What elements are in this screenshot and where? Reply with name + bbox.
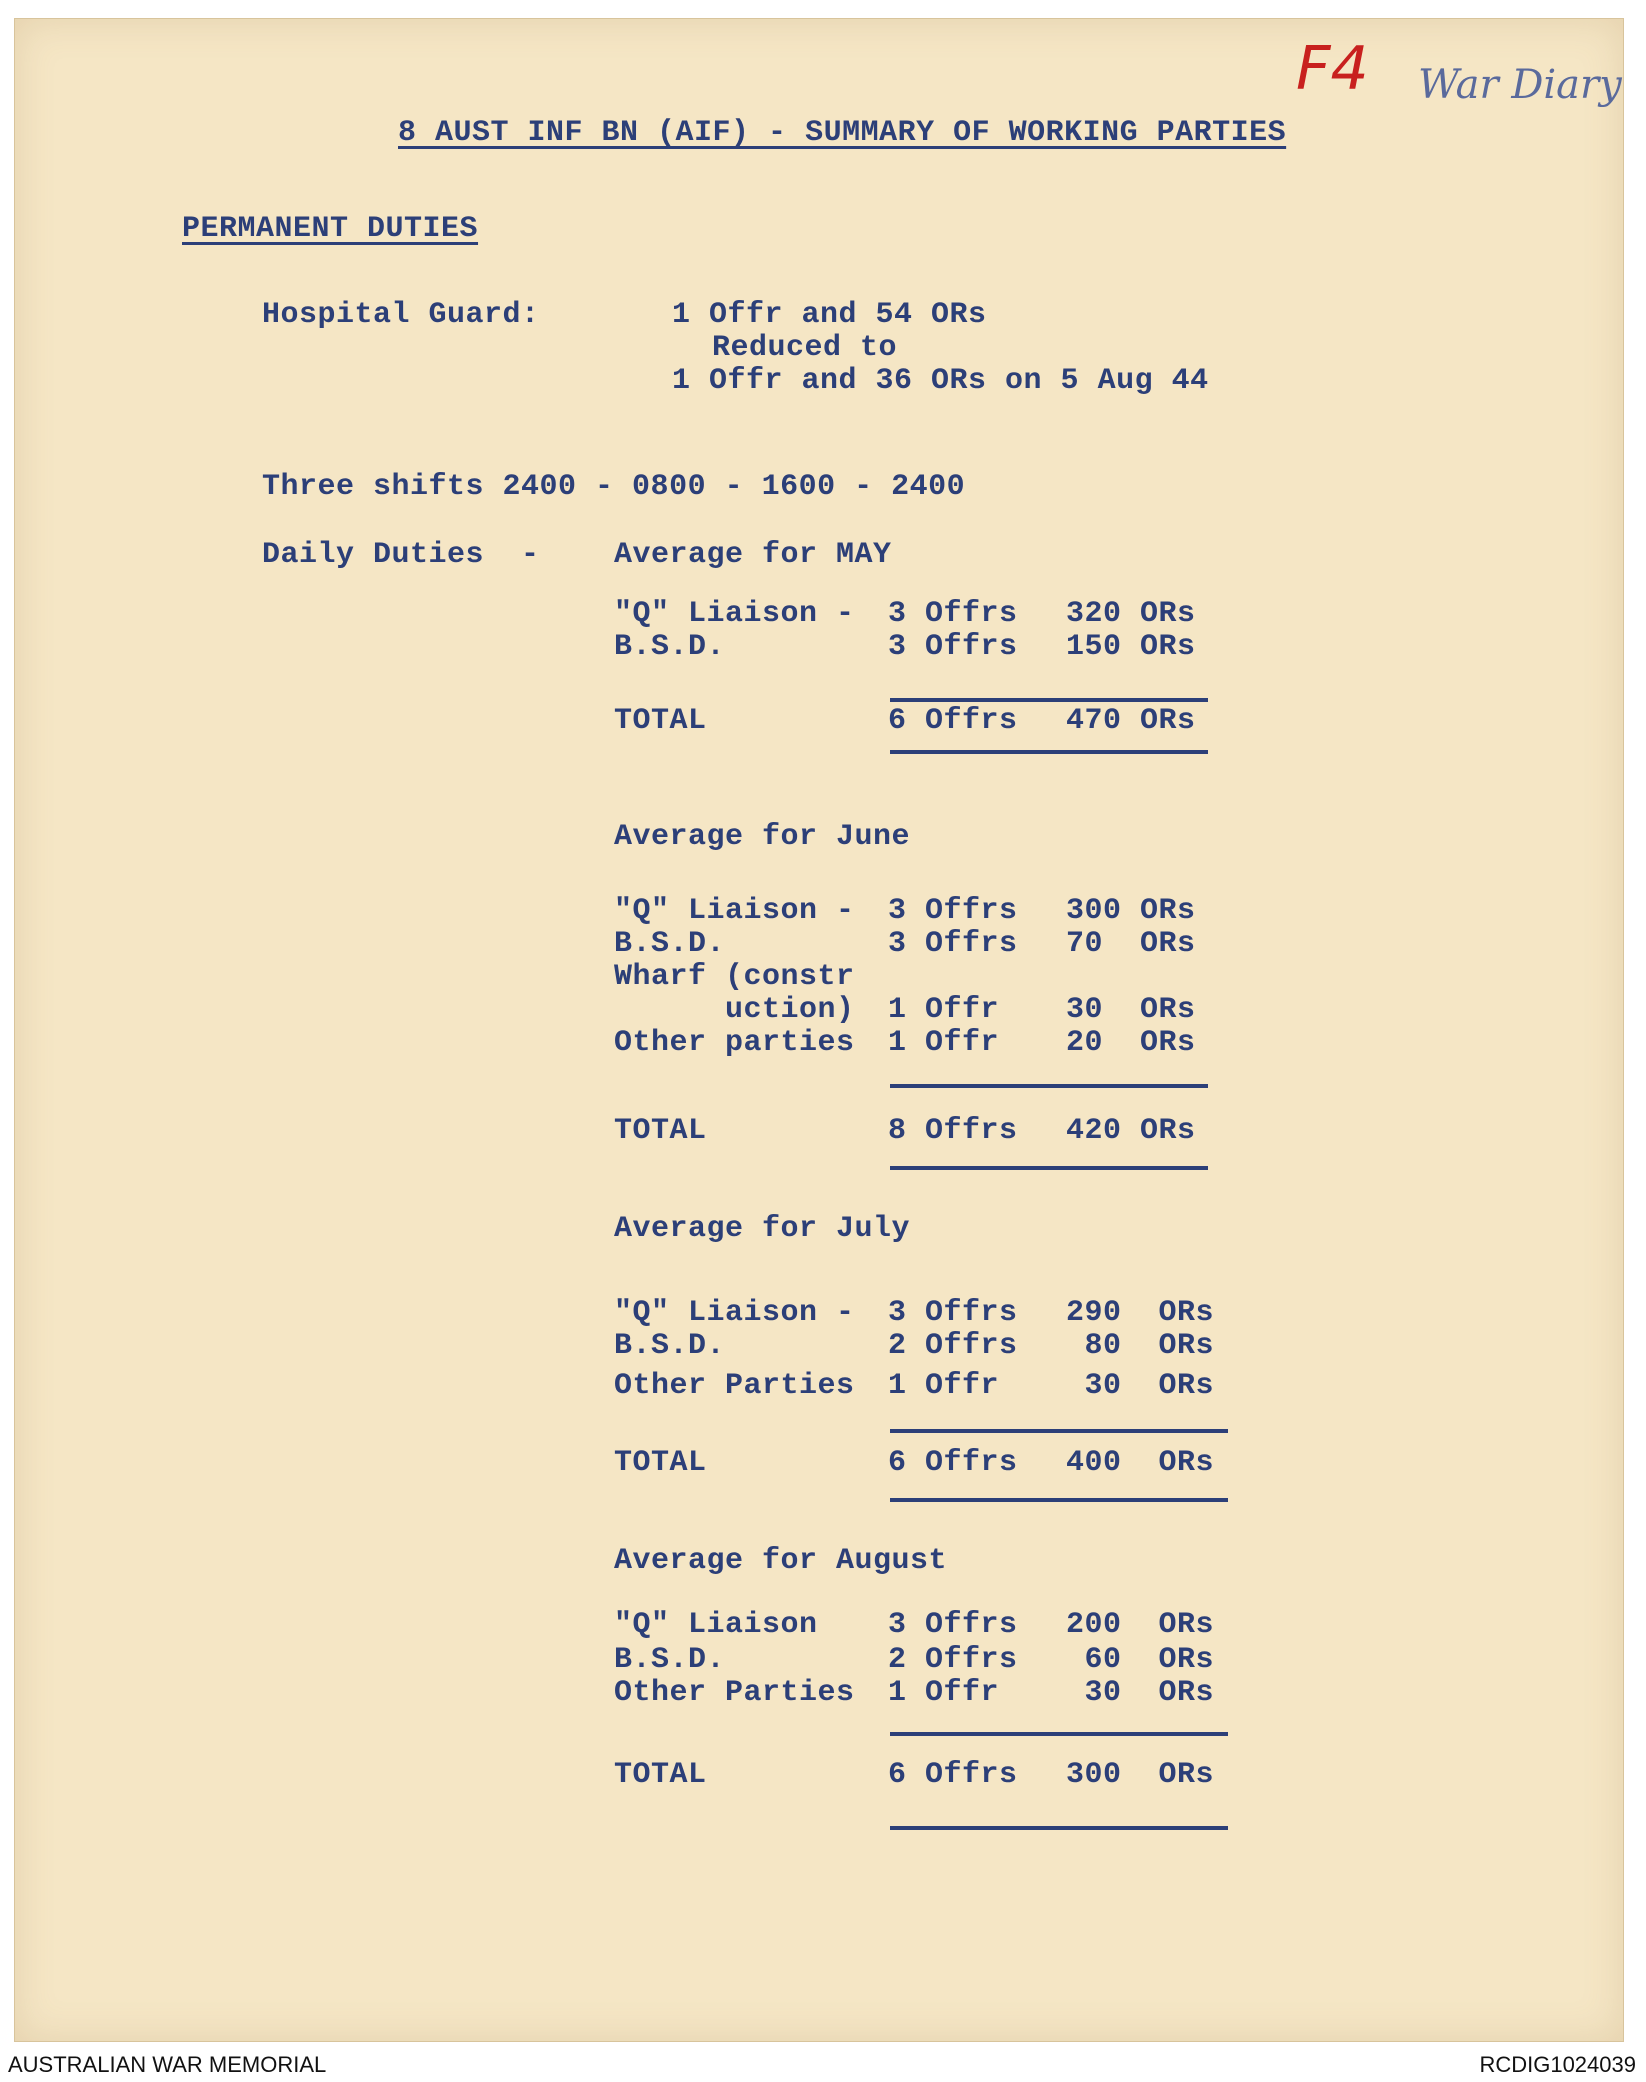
june-row-offrs: 1 Offr xyxy=(888,1026,1000,1060)
war-diary-annotation: War Diary xyxy=(1418,62,1622,108)
july-total-rule-top xyxy=(890,1429,1228,1433)
june-row-offrs: 1 Offr xyxy=(888,993,1000,1027)
august-row-party: B.S.D. xyxy=(614,1643,726,1677)
july-row-ors: 290 ORs xyxy=(1066,1296,1215,1330)
may-total-rule-bottom xyxy=(890,750,1208,754)
august-row-ors: 200 ORs xyxy=(1066,1608,1215,1642)
august-total-rule-top xyxy=(890,1732,1228,1736)
august-row-offrs: 2 Offrs xyxy=(888,1643,1018,1677)
august-total-label: TOTAL xyxy=(614,1758,707,1792)
june-row-party: uction) xyxy=(614,993,855,1027)
july-row-ors: 80 ORs xyxy=(1066,1329,1215,1363)
july-row-offrs: 1 Offr xyxy=(888,1369,1000,1403)
august-row-ors: 60 ORs xyxy=(1066,1643,1215,1677)
june-row-offrs: 3 Offrs xyxy=(888,927,1018,961)
july-row-offrs: 2 Offrs xyxy=(888,1329,1018,1363)
may-total-rule-top xyxy=(890,698,1208,702)
july-total-offrs: 6 Offrs xyxy=(888,1446,1018,1480)
daily-duties-label: Daily Duties - xyxy=(262,538,540,572)
june-total-rule-top xyxy=(890,1084,1208,1088)
document-title: 8 AUST INF BN (AIF) - SUMMARY OF WORKING PARTIES xyxy=(398,116,1287,150)
may-row-ors: 150 ORs xyxy=(1066,630,1196,664)
hospital-guard-line1: 1 Offr and 54 ORs xyxy=(672,298,987,332)
june-row-party: "Q" Liaison - xyxy=(614,894,855,928)
may-row-ors: 320 ORs xyxy=(1066,597,1196,631)
may-row-party: B.S.D. xyxy=(614,630,726,664)
may-total-ors: 470 ORs xyxy=(1066,704,1196,738)
may-total-offrs: 6 Offrs xyxy=(888,704,1018,738)
may-row-offrs: 3 Offrs xyxy=(888,597,1018,631)
july-total-label: TOTAL xyxy=(614,1446,707,1480)
july-total-rule-bottom xyxy=(890,1498,1228,1502)
may-row-party: "Q" Liaison - xyxy=(614,597,855,631)
july-row-ors: 30 ORs xyxy=(1066,1369,1215,1403)
june-total-ors: 420 ORs xyxy=(1066,1114,1196,1148)
may-total-label: TOTAL xyxy=(614,704,707,738)
june-row-offrs: 3 Offrs xyxy=(888,894,1018,928)
june-total-rule-bottom xyxy=(890,1166,1208,1170)
august-row-offrs: 3 Offrs xyxy=(888,1608,1018,1642)
hospital-guard-line2: Reduced to xyxy=(712,331,898,365)
july-row-party: "Q" Liaison - xyxy=(614,1296,855,1330)
file-mark-annotation: F4 xyxy=(1296,34,1369,104)
june-heading: Average for June xyxy=(614,820,911,854)
footer-institution: AUSTRALIAN WAR MEMORIAL xyxy=(8,2052,327,2077)
june-total-label: TOTAL xyxy=(614,1114,707,1148)
august-row-offrs: 1 Offr xyxy=(888,1676,1000,1710)
may-row-offrs: 3 Offrs xyxy=(888,630,1018,664)
hospital-guard-line3: 1 Offr and 36 ORs on 5 Aug 44 xyxy=(672,364,1209,398)
july-total-ors: 400 ORs xyxy=(1066,1446,1215,1480)
august-row-ors: 30 ORs xyxy=(1066,1676,1215,1710)
section-heading: PERMANENT DUTIES xyxy=(182,212,479,246)
june-row-party: B.S.D. xyxy=(614,927,726,961)
july-row-party: Other Parties xyxy=(614,1369,855,1403)
august-row-party: "Q" Liaison xyxy=(614,1608,818,1642)
june-row-ors: 300 ORs xyxy=(1066,894,1196,928)
june-row-ors: 70 ORs xyxy=(1066,927,1196,961)
june-row-ors: 30 ORs xyxy=(1066,993,1196,1027)
july-heading: Average for July xyxy=(614,1212,911,1246)
hospital-guard-label: Hospital Guard: xyxy=(262,298,540,332)
august-row-party: Other Parties xyxy=(614,1676,855,1710)
july-row-party: B.S.D. xyxy=(614,1329,726,1363)
shifts-line: Three shifts 2400 - 0800 - 1600 - 2400 xyxy=(262,470,966,504)
august-total-ors: 300 ORs xyxy=(1066,1758,1215,1792)
august-heading: Average for August xyxy=(614,1544,948,1578)
august-total-offrs: 6 Offrs xyxy=(888,1758,1018,1792)
footer-record-id: RCDIG1024039 xyxy=(1479,2052,1636,2077)
june-row-ors: 20 ORs xyxy=(1066,1026,1196,1060)
june-row-party: Other parties xyxy=(614,1026,855,1060)
june-total-offrs: 8 Offrs xyxy=(888,1114,1018,1148)
may-heading: Average for MAY xyxy=(614,538,892,572)
august-total-rule-bottom xyxy=(890,1826,1228,1830)
july-row-offrs: 3 Offrs xyxy=(888,1296,1018,1330)
june-row-party: Wharf (constr xyxy=(614,960,855,994)
